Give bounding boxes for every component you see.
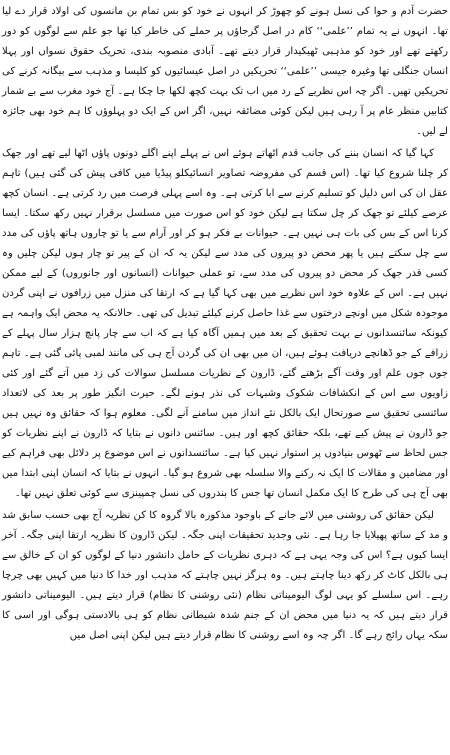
paragraph-2: کہا گیا کہ انسان بننے کی جانب قدم اٹھاتے ہوئے اس نے پہلے اپنے اگلے دونوں پاؤں اٹھا لیے تھے اور جھک کر چلنا شروع کیا تھا۔ (اس قسم کی مفروضہ تصاویر انسائیکلو پیڈیا میں کافی پیش کی گئی ہیں) تاہم عقل ان کی اس دلیل کو تسلیم کرنے سے ابا کرتی ہے۔ وہ اسے پہلی فرصت میں رد کرتی ہے۔ انسان کچھ عرصے کیلئے تو جھک کر چل سکتا ہے لیکن خود کو اس صورت میں مسلسل برقرار نہیں رکھ سکتا۔ ایسا کرنا اس کے بس کی بات ہی نہیں ہے۔ حیوانات بے فکر ہو کر اور آرام سے یا تو چاروں ہاتھ پاؤں کی مدد سے چل سکتے ہیں یا پھر محض دو پیروں کی مدد سے لیکن یہ کہ ان کے پیر تو چار ہوں لیکن چلیں وہ کسی قدر جھک کر محض دو پیروں کی مدد سے، تو عملی حیوانات (انسانوں اور جانوروں) کے لیے ممکن نہیں ہے۔ اس کے علاوہ خود اس نظریے میں بھی کہا گیا ہے کہ ارتقا کی منزل میں زرافوں نے اپنی گردن موجودہ شکل میں اونچے درختوں سے غذا حاصل کرنے کیلئے تبدیل کی تھی۔ حالانکہ یہ محض ایک واہمہ ہے کیونکہ سائنسدانوں نے بہت تحقیق کے بعد میں ہمیں آگاہ کیا ہے کہ اب سے چار پانچ ہزار سال پہلے کے زرافے کے جو ڈھانچے دریافت ہوئے ہیں، ان میں بھی ان کی گردن آج ہی کی مانند لمبی پائی گئی ہے۔ تاہم جوں جوں علم اور وقت آگے بڑھتے گئے، ڈارون کے نظریات مسلسل سوالات کی زد میں آتے گئے اور کئی زاویوں سے اس کے انکشافات شکوک وشبہات کی نذر ہونے لگے۔ حیرت انگیز طور پر بعد کی لاتعداد سائنسی تحقیق سے صورتحال ایک بالکل نئے انداز میں سامنے آنے لگی۔ معلوم ہوا کہ حقائق وہ نہیں ہیں جو ڈارون نے پیش کیے تھے، بلکہ حقائق کچھ اور ہیں۔ سائنس دانوں نے بتایا کہ ڈارون نے اپنے نظریات کو جس لحاظ سے ٹھوس بنیادوں پر استوار نہیں کیا ہے۔ سائنسدانوں نے اس موضوع پر دلائل بھی فراہم کیے اور مضامین و مقالات کا ایک نہ رکنے والا سلسلہ بھی شروع ہو گیا۔ انہوں نے بتایا کہ انسان اپنی ابتدا میں بھی آج ہی کی طرح کا ایک مکمل انسان تھا جس کا بندروں کی نسل چمپینزی سے کوئی تعلق نہیں تھا۔ (2, 148, 448, 499)
paragraph-1: حضرت آدم و حوا کی نسل ہونے کو چھوڑ کر انہوں نے خود کو بس تمام بن مانسوں کی اولاد قرار دے لیا تھا۔ انہوں نے یہ تمام ’’علمی‘‘ کام در اصل گرجاؤں پر حملے کی خاطر کیا تھا جو علم سے لوگوں کو دور رکھتے تھے اور خود کو مذہبی ٹھیکیدار قرار دیتے تھے۔ آبادی منصوبہ بندی، تحریک حقوق نسواں اور پہلا انسان جنگلی تھا وغیرہ جیسی ’’علمی‘‘ تحریکیں در اصل عیسائیوں کو کلیسا و مذہب سے بیگانہ کرنے کی تحریکیں تھیں۔ اگر چہ اس نظریے کے رد میں اب تک بہت کچھ لکھا جا چکا ہے۔ آج خود مغرب سے بے شمار کتابیں منظر عام پر آ رہی ہیں لیکن کوئی مضائقہ نہیں، اگر اس کے ایک دو پہلوؤں کا ہم خود بھی جائزہ لے لیں۔ (2, 6, 448, 137)
paragraph-3: لیکن حقائق کی روشنی میں لائے جانے کے باوجود مذکورہ بالا گروہ کا کن نظریہ آج بھی حسب سابق شد و مد کے ساتھ پھیلایا جا رہا ہے۔ نئی وجدید تحقیقات اپنی جگہ۔ لیکن ڈارون کا نظریہ ارتقا اپنی جگہ۔ آخر ایسا کیوں ہے؟ اس کی وجہ یہی ہے کہ دہری نظریات کے حامل دانشور دنیا کے لوگوں کو ان کے خالق سے ہی بالکل کاٹ کر رکھ دینا چاہتے ہیں۔ وہ ہرگز نہیں چاہتے کہ مذہب اور خدا کا دنیا میں کہیں بھی چرچا رہے۔ اس سلسلے کو یہی لوگ الیومیناتی نظام (نئی روشنی کا نظام) قرار دیتے ہیں۔ الیومیناتی دانشور قرار دیتے ہیں کہ یہ دنیا میں محض ان کے جنم شدہ شیطانی نظام کو ہی بالادستی ہوگی اور اسی کا سکہ یہاں رائج رہے گا۔ اگر چہ وہ اسے روشنی کا نظام قرار دیتے ہیں لیکن اپنی اصل میں (2, 510, 448, 641)
